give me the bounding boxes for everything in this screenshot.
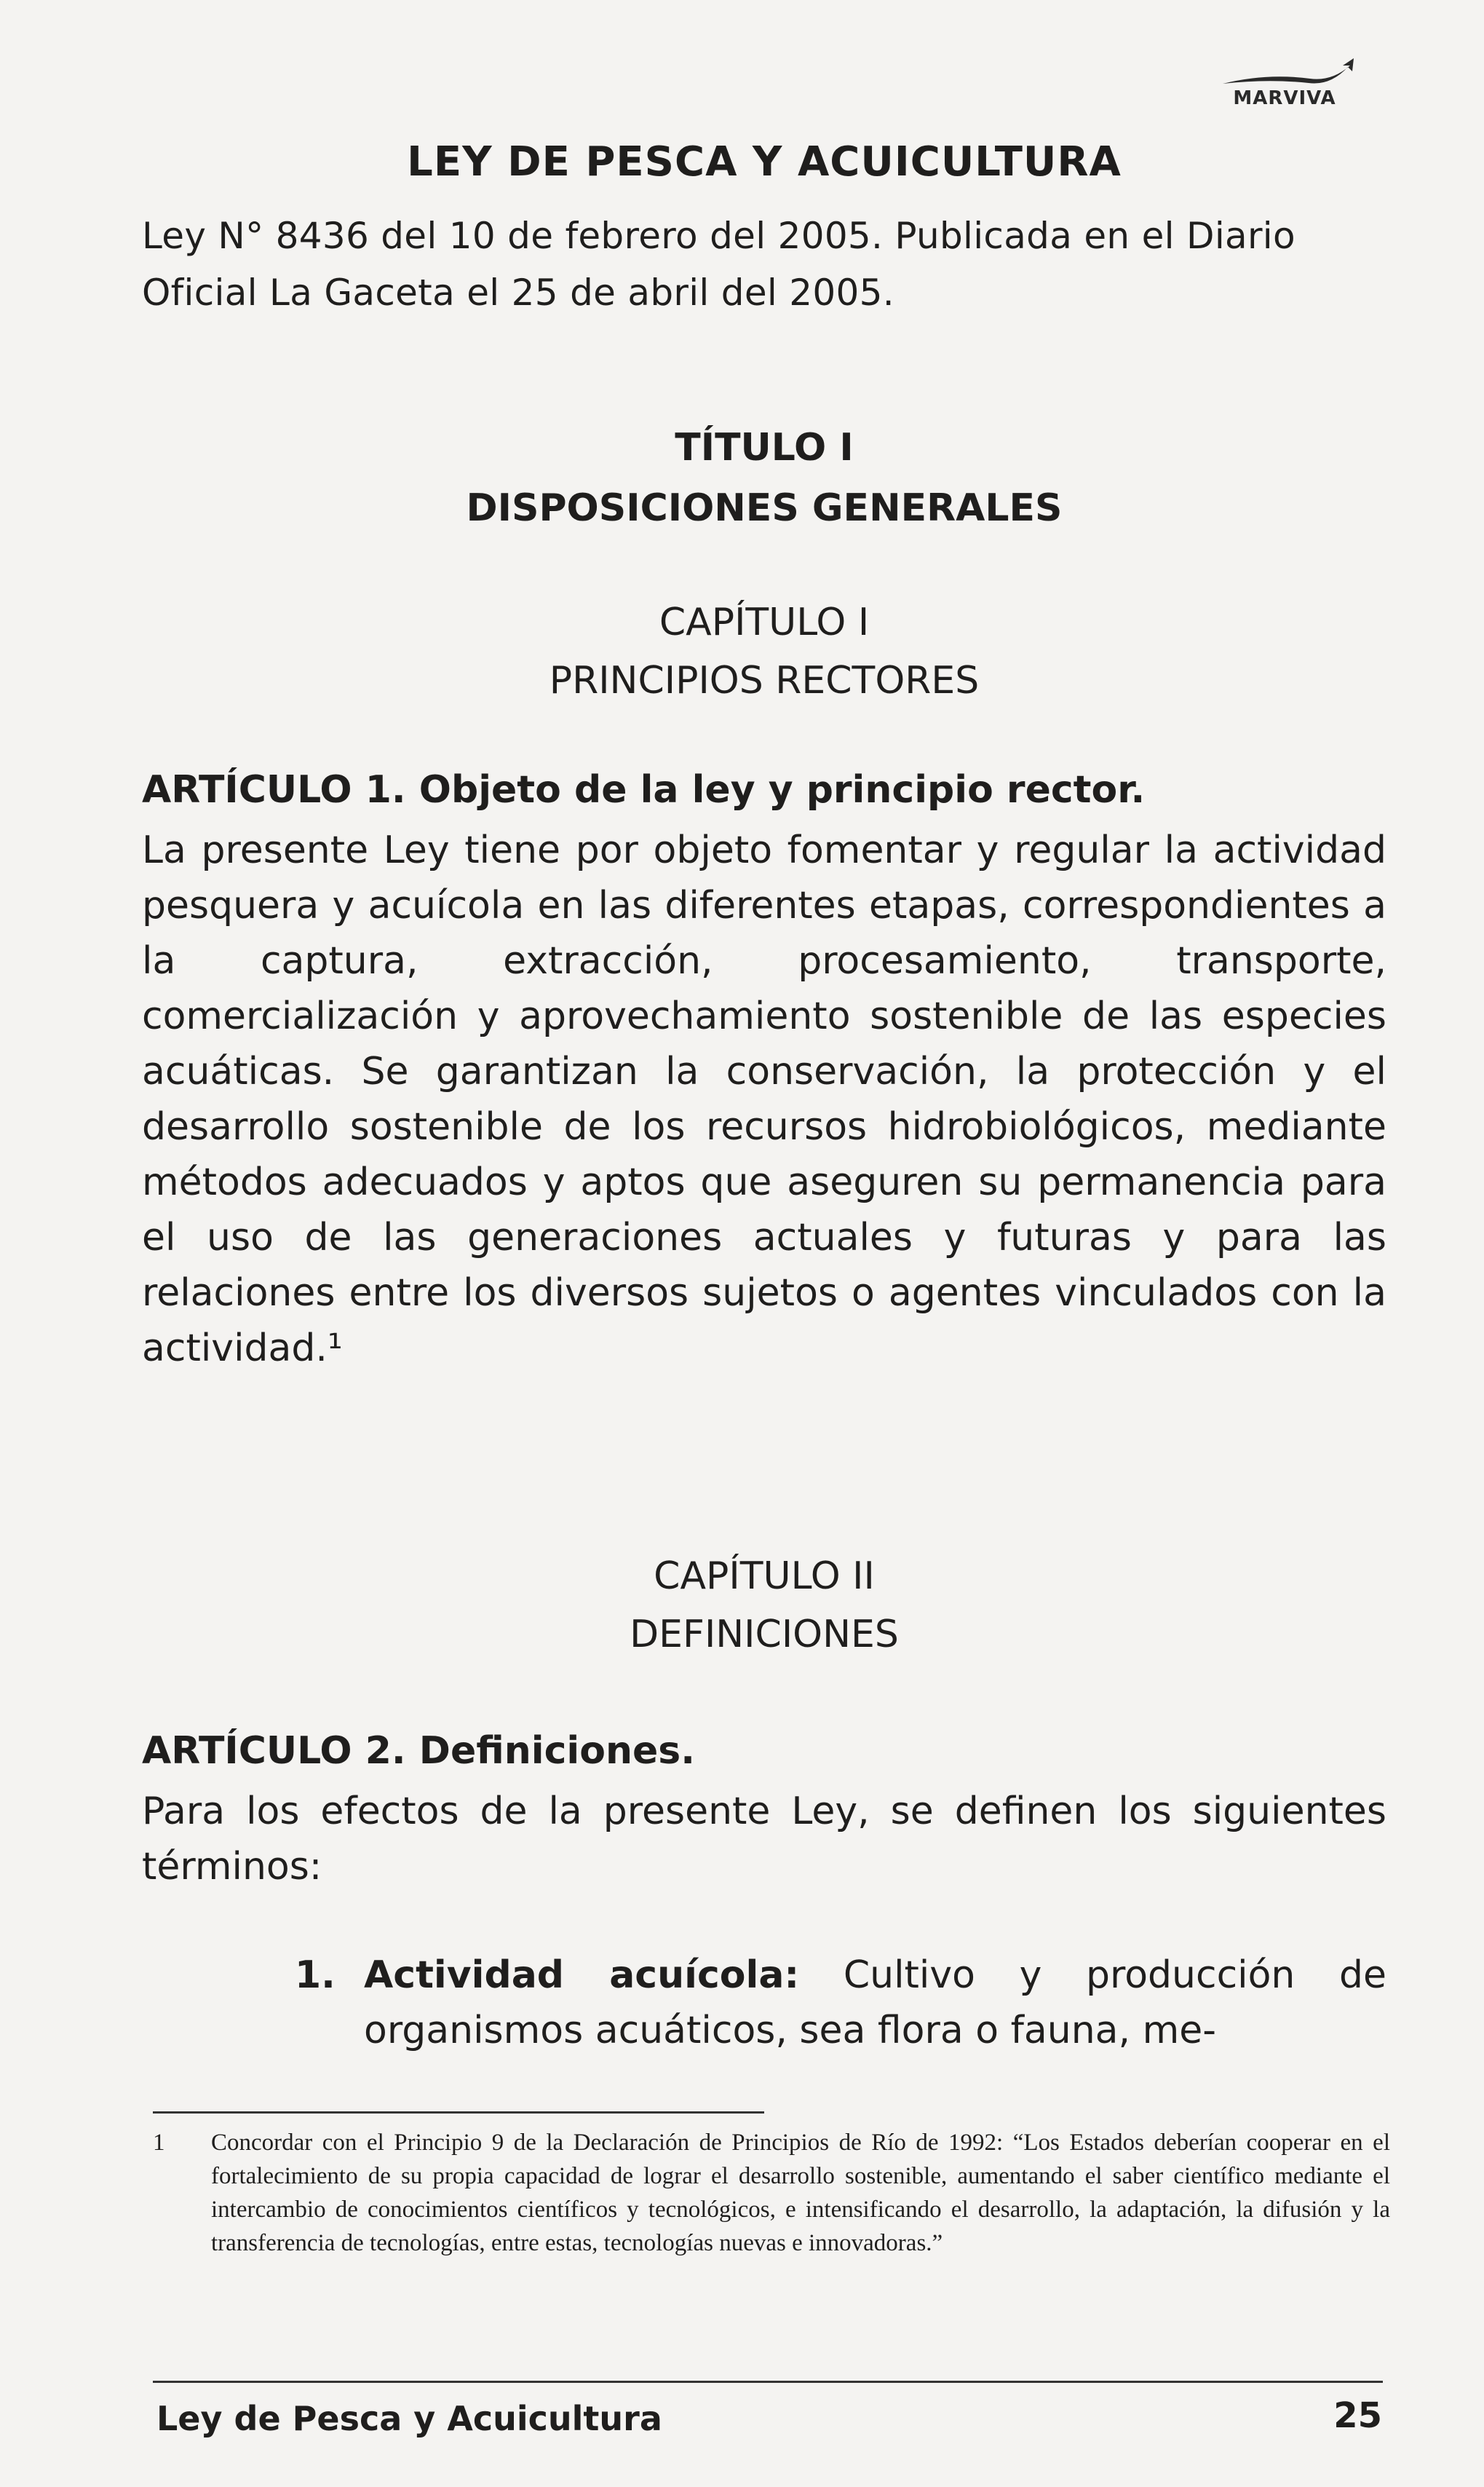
footnote-divider <box>153 2111 764 2114</box>
footnote <box>153 2126 1390 2260</box>
articulo-2-body: Para los efectos de la presente Ley, se definen los siguientes términos: <box>142 1790 1386 1889</box>
definition-number: 1. <box>295 1953 336 1997</box>
titulo-name: DISPOSICIONES GENERALES <box>466 486 1063 530</box>
running-title: Ley de Pesca y Acuicultura <box>156 2399 662 2438</box>
capitulo-2-name: DEFINICIONES <box>630 1613 899 1656</box>
capitulo-1-name: PRINCIPIOS RECTORES <box>549 659 980 703</box>
logo-text: MARVIVA <box>1233 87 1336 109</box>
definition-item <box>295 1948 1386 2058</box>
footnote-number: 1 <box>153 2130 165 2156</box>
marviva-logo <box>1215 51 1361 116</box>
law-title: LEY DE PESCA Y ACUICULTURA <box>407 138 1122 186</box>
articulo-2-heading: ARTÍCULO 2. Definiciones. <box>142 1729 695 1773</box>
footnote-text: Concordar con el Principio 9 de la Declaración de Principios de Río de 1992: “Los Estados deberían cooperar en el fortalecimiento de su propia capacidad de lograr el desarrollo sostenible, aumentando el saber científico mediante el intercambio de conocimientos científicos y tecnológicos, e intensificando el desarrollo, la adaptación, la difusión y la transferencia de tecnologías, entre estas, tecnologías nuevas e innovadoras.” <box>211 2130 1390 2256</box>
definition-text: Cultivo y producción de organismos acuáticos, sea flora o fauna, me- <box>364 1953 1387 2052</box>
definition-term: Actividad acuícola: <box>364 1953 800 1997</box>
law-subtitle: Ley N° 8436 del 10 de febrero del 2005. Publicada en el Diario Oficial La Gaceta el 25 de abril del 2005. <box>142 215 1295 314</box>
articulo-1-heading: ARTÍCULO 1. Objeto de la ley y principio rector. <box>142 768 1146 812</box>
titulo-label: TÍTULO I <box>675 426 854 470</box>
definition-text-block <box>295 1948 1386 2058</box>
footer-divider <box>153 2381 1383 2383</box>
capitulo-1-label: CAPÍTULO I <box>659 601 870 644</box>
capitulo-2-label: CAPÍTULO II <box>654 1554 875 1598</box>
page-number: 25 <box>1333 2395 1382 2436</box>
articulo-1-body: La presente Ley tiene por objeto fomentar y regular la actividad pesquera y acuícola en las diferentes etapas, correspondientes a la captura, extracción, procesamiento, transporte, comercialización y aprovechamiento sostenible de las especies acuáticas. Se garantizan la conservación, la protección y el desarrollo sostenible de los recursos hidrobiológicos, mediante métodos adecuados y aptos que aseguren su permanencia para el uso de las generaciones actuales y futuras y para las relaciones entre los diversos sujetos o agentes vinculados con la actividad.¹ <box>142 829 1386 1370</box>
